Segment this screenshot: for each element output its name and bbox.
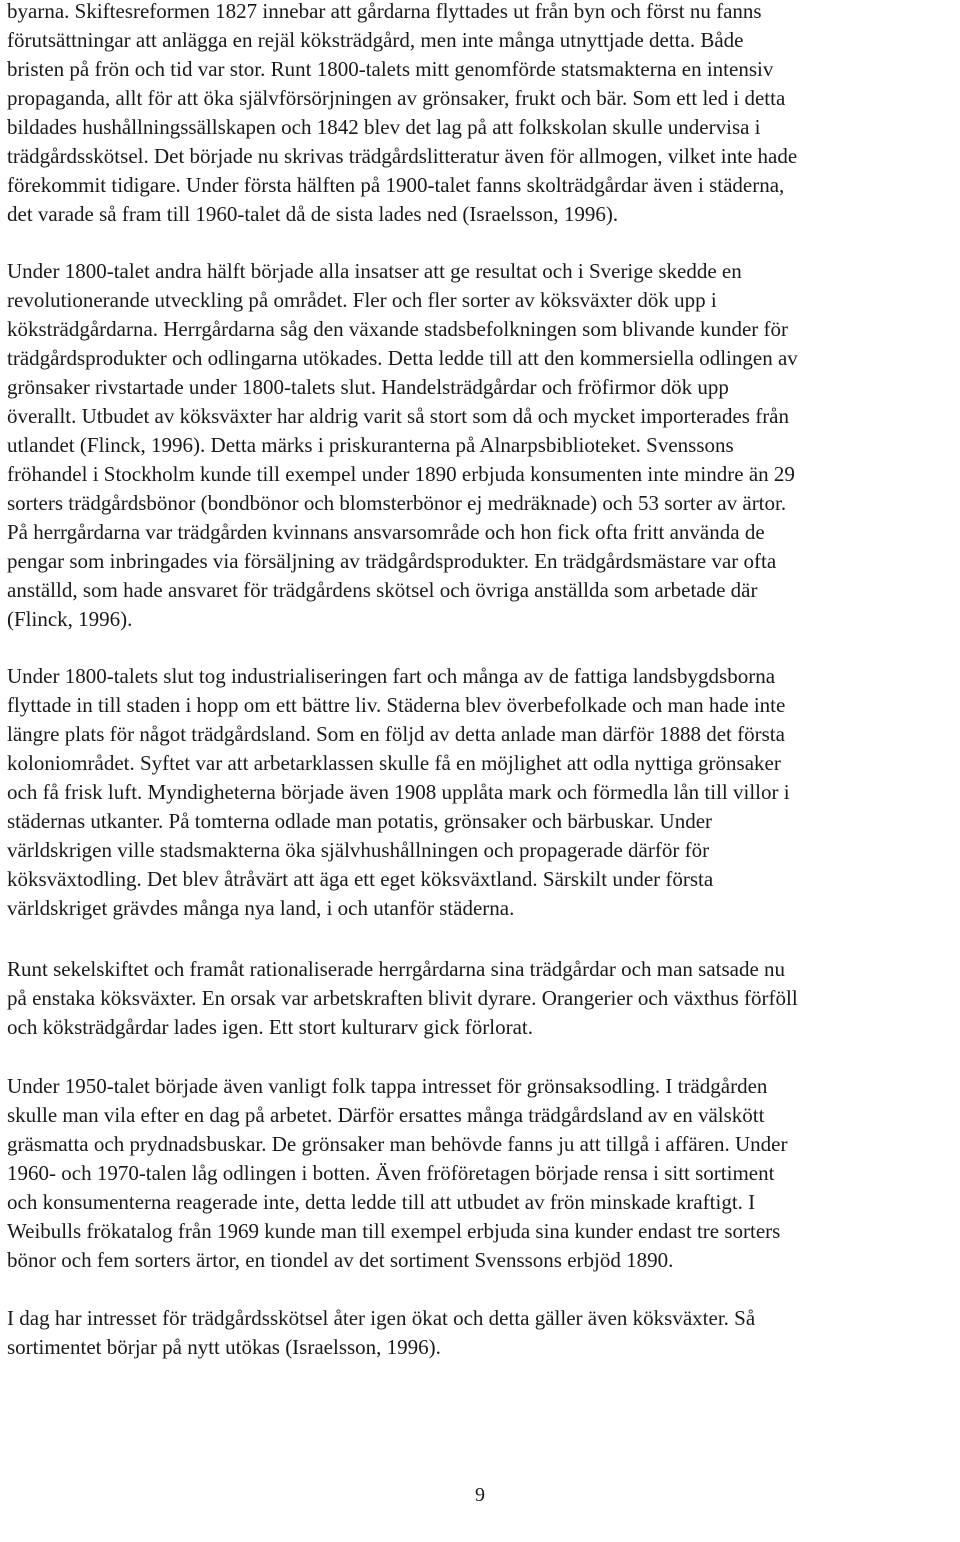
text-line: grönsaker rivstartade under 1800-talets slut. Handelsträdgårdar och fröfirmor dök upp	[7, 375, 729, 399]
text-line: gräsmatta och prydnadsbuskar. De grönsaker man behövde fanns ju att tillgå i affären. Under	[7, 1132, 788, 1156]
paragraph-3	[7, 662, 790, 923]
text-line: det varade så fram till 1960-talet då de sista lades ned (Israelsson, 1996).	[7, 202, 619, 226]
text-line: utlandet (Flinck, 1996). Detta märks i priskuranterna på Alnarpsbiblioteket. Svenssons	[7, 433, 734, 457]
text-line: Weibulls frökatalog från 1969 kunde man till exempel erbjuda sina kunder endast tre sorters	[7, 1219, 781, 1243]
text-line: bristen på frön och tid var stor. Runt 1800-talets mitt genomförde statsmakterna en intensiv	[7, 57, 774, 81]
text-line: och få frisk luft. Myndigheterna började även 1908 upplåta mark och förmedla lån till villor i	[7, 780, 790, 804]
text-line: byarna. Skiftesreformen 1827 innebar att gårdarna flyttades ut från byn och först nu fanns	[7, 0, 762, 23]
text-line: förekommit tidigare. Under första hälften på 1900-talet fanns skolträdgårdar även i städerna,	[7, 173, 785, 197]
text-line: anställd, som hade ansvaret för trädgårdens skötsel och övriga anställda som arbetade där	[7, 578, 758, 602]
text-line: och konsumenterna reagerade inte, detta ledde till att utbudet av frön minskade kraftigt. I	[7, 1190, 756, 1214]
paragraph-5	[7, 1072, 787, 1275]
paragraph-6	[7, 1304, 755, 1362]
paragraph-1	[7, 0, 797, 229]
text-line: flyttade in till staden i hopp om ett bättre liv. Städerna blev överbefolkade och man hade inte	[7, 693, 786, 717]
text-line: världskriget grävdes många nya land, i och utanför städerna.	[7, 896, 515, 920]
text-line: sorters trädgårdsbönor (bondbönor och blomsterbönor ej medräknade) och 53 sorter av ärtor.	[7, 491, 787, 515]
text-line: fröhandel i Stockholm kunde till exempel under 1890 erbjuda konsumenten inte mindre än 29	[7, 462, 795, 486]
paragraph-4	[7, 955, 798, 1042]
text-line: köksträdgårdarna. Herrgårdarna såg den växande stadsbefolkningen som blivande kunder för	[7, 317, 789, 341]
text-line: på enstaka köksväxter. En orsak var arbetskraften blivit dyrare. Orangerier och växthus förföll	[7, 986, 798, 1010]
text-line: Under 1800-talet andra hälft började alla insatser att ge resultat och i Sverige skedde en	[7, 259, 742, 283]
paragraph-2	[7, 257, 798, 634]
page-number: 9	[475, 1484, 485, 1506]
text-line: revolutionerande utveckling på området. Fler och fler sorter av köksväxter dök upp i	[7, 288, 717, 312]
text-line: skulle man vila efter en dag på arbetet. Därför ersattes många trädgårdsland av en välskött	[7, 1103, 765, 1127]
text-line: I dag har intresset för trädgårdsskötsel åter igen ökat och detta gäller även köksväxter. Så	[7, 1306, 756, 1330]
text-line: överallt. Utbudet av köksväxter har aldrig varit så stort som då och mycket importerades från	[7, 404, 790, 428]
text-line: trädgårdsskötsel. Det började nu skrivas trädgårdslitteratur även för allmogen, vilket inte hade	[7, 144, 798, 168]
text-line: Under 1950-talet började även vanligt folk tappa intresset för grönsaksodling. I trädgården	[7, 1074, 768, 1098]
text-line: Runt sekelskiftet och framåt rationaliserade herrgårdarna sina trädgårdar och man satsade nu	[7, 957, 786, 981]
text-line: sortimentet börjar på nytt utökas (Israelsson, 1996).	[7, 1335, 441, 1359]
text-line: bildades hushållningssällskapen och 1842 blev det lag på att folkskolan skulle undervisa i	[7, 115, 761, 139]
text-line: 1960- och 1970-talen låg odlingen i botten. Även fröföretagen började rensa i sitt sortiment	[7, 1161, 775, 1185]
text-line: koloniområdet. Syftet var att arbetarklassen skulle få en möjlighet att odla nyttiga grönsaker	[7, 751, 781, 775]
text-line: propaganda, allt för att öka självförsörjningen av grönsaker, frukt och bär. Som ett led i detta	[7, 86, 786, 110]
text-line: världskrigen ville stadsmakterna öka självhushållningen och propagerade därför för	[7, 838, 710, 862]
text-line: längre plats för något trädgårdsland. Som en följd av detta anlade man därför 1888 det första	[7, 722, 785, 746]
text-line: och köksträdgårdar lades igen. Ett stort kulturarv gick förlorat.	[7, 1015, 534, 1039]
text-line: pengar som inbringades via försäljning av trädgårdsprodukter. En trädgårdsmästare var ofta	[7, 549, 777, 573]
text-line: (Flinck, 1996).	[7, 607, 133, 631]
text-line: städernas utkanter. På tomterna odlade man potatis, grönsaker och bärbuskar. Under	[7, 809, 713, 833]
text-line: förutsättningar att anlägga en rejäl köksträdgård, men inte många utnyttjade detta. Både	[7, 28, 744, 52]
text-line: köksväxtodling. Det blev åtråvärt att äga ett eget köksväxtland. Särskilt under första	[7, 867, 714, 891]
text-line: Under 1800-talets slut tog industrialiseringen fart och många av de fattiga landsbygdsborna	[7, 664, 776, 688]
text-line: På herrgårdarna var trädgården kvinnans ansvarsområde och hon fick ofta fritt använda de	[7, 520, 765, 544]
text-line: bönor och fem sorters ärtor, en tiondel av det sortiment Svenssons erbjöd 1890.	[7, 1248, 674, 1272]
text-line: trädgårdsprodukter och odlingarna utökades. Detta ledde till att den kommersiella odlingen av	[7, 346, 798, 370]
